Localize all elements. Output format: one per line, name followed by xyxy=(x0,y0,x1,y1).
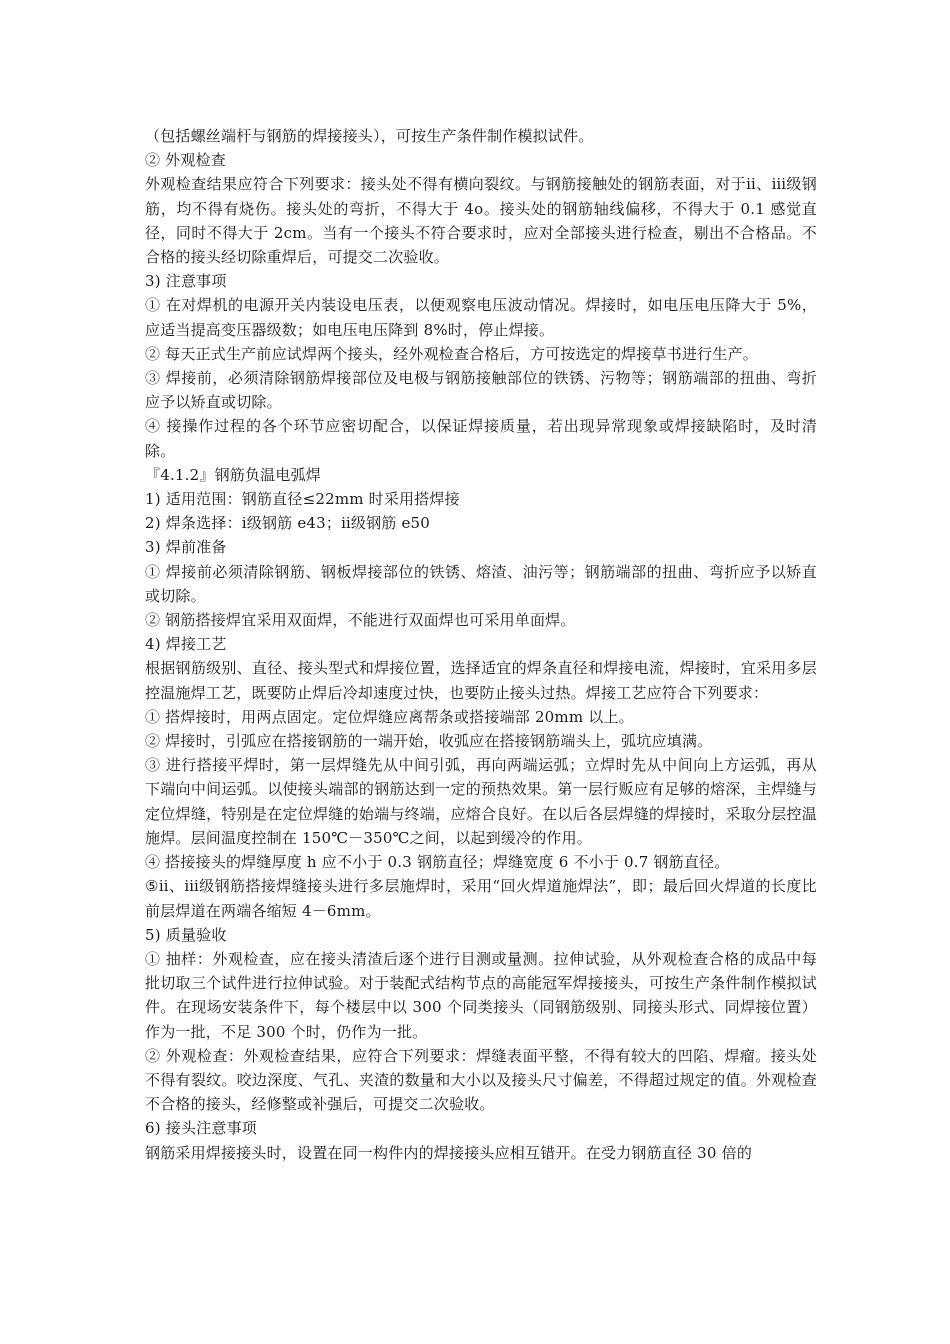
paragraph-precaution-coordination: ④ 接操作过程的各个环节应密切配合，以保证焊接质量，若出现异常现象或焊接缺陷时，及时清除。 xyxy=(145,417,817,460)
heading-pre-weld-preparation: 3) 焊前准备 xyxy=(145,538,227,557)
paragraph-process-arc-start: ② 焊接时，引弧应在搭接钢筋的一端开始，收弧应在搭接钢筋端头上，弧坑应填满。 xyxy=(145,732,713,751)
paragraph-process-two-point-fixing: ① 搭焊接时，用两点固定。定位焊缝应离帮条或搭接端部 20mm 以上。 xyxy=(145,707,634,726)
paragraph-process-temper-bead: ⑤ⅱ、ⅲ级钢筋搭接焊缝接头进行多层施焊时，采用“回火焊道施焊法”，即；最后回火焊道的长度比前层焊道在两端各缩短 4－6mm。 xyxy=(145,877,817,920)
document-body xyxy=(145,124,817,1165)
heading-joint-precautions: 6) 接头注意事项 xyxy=(145,1119,257,1138)
heading-precautions: 3) 注意事项 xyxy=(145,272,227,291)
paragraph-visual-inspection-requirements: 外观检查结果应符合下列要求：接头处不得有横向裂纹。与钢筋接触处的钢筋表面，对于ⅱ、ⅲ级钢筋，均不得有烧伤。接头处的弯折，不得大于 4o。接头处的钢筋轴线偏移，不得大于 0.1 感觉直径，同时不得大于 2cm。当有一个接头不符合要求时，应对全部接头进行检查，剔出不合格品。不合格的接头经切除重焊后，可提交二次验收。 xyxy=(145,175,817,267)
section-title-negative-temperature-arc-welding: 『4.1.2』钢筋负温电弧焊 xyxy=(145,465,321,484)
paragraph-process-lap-flat-welding: ③ 进行搭接平焊时，第一层焊缝先从中间引弧，再向两端运弧；立焊时先从中间向上方运弧，再从下端向中间运弧。以使接头端部的钢筋达到一定的预热效果。第一层行贩应有足够的熔深，主焊缝与定位焊缝，特别是在定位焊缝的始端与终端，应熔合良好。在以后各层焊缝的焊接时，采取分层控温施焊。层间温度控制在 150℃－350℃之间，以起到缓冷的作用。 xyxy=(145,756,817,847)
paragraph-joint-staggering: 钢筋采用焊接接头时，设置在同一构件内的焊接接头应相互错开。在受力钢筋直径 30 倍的 xyxy=(145,1143,753,1162)
paragraph-simulated-specimen: （包括螺丝端杆与钢筋的焊接接头），可按生产条件制作模拟试件。 xyxy=(145,127,594,145)
paragraph-welding-process-intro: 根据钢筋级别、直径、接头型式和焊接位置，选择适宜的焊条直径和焊接电流，焊接时，宜采用多层控温施焊工艺，既要防止焊后冷却速度过快，也要防止接头过热。焊接工艺应符合下列要求： xyxy=(145,659,817,702)
paragraph-prep-double-sided-weld: ② 钢筋搭接焊宜采用双面焊，不能进行双面焊也可采用单面焊。 xyxy=(145,611,576,630)
paragraph-process-weld-thickness: ④ 搭接接头的焊缝厚度 h 应不小于 0.3 钢筋直径；焊缝宽度 6 不小于 0.7 钢筋直径。 xyxy=(145,853,730,872)
heading-welding-process: 4) 焊接工艺 xyxy=(145,635,227,654)
paragraph-precaution-voltmeter: ① 在对焊机的电源开关内装设电压表，以便观察电压波动情况。焊接时，如电压电压降大于 5%，应适当提高变压器级数；如电压电压降到 8%时，停止焊接。 xyxy=(145,296,817,339)
heading-visual-inspection: ② 外观检查 xyxy=(145,151,226,170)
paragraph-electrode-selection: 2) 焊条选择：ⅰ级钢筋 e43；ⅱ级钢筋 e50 xyxy=(145,514,431,533)
paragraph-precaution-trial-weld: ② 每天正式生产前应试焊两个接头，经外观检查合格后，方可按选定的焊接草书进行生产。 xyxy=(145,344,758,363)
heading-quality-acceptance: 5) 质量验收 xyxy=(145,925,227,944)
paragraph-prep-cleaning: ① 焊接前必须清除钢筋、钢板焊接部位的铁锈、熔渣、油污等；钢筋端部的扭曲、弯折应予以矫直或切除。 xyxy=(145,562,817,605)
paragraph-scope: 1) 适用范围：钢筋直径≤22mm 时采用搭焊接 xyxy=(145,490,460,509)
paragraph-precaution-cleaning: ③ 焊接前，必须清除钢筋焊接部位及电极与钢筋接触部位的铁锈、污物等；钢筋端部的扭曲、弯折应予以矫直或切除。 xyxy=(145,369,817,412)
paragraph-acceptance-sampling: ① 抽样：外观检查，应在接头清渣后逐个进行目测或量测。拉伸试验，从外观检查合格的成品中每批切取三个试件进行拉伸试验。对于装配式结构节点的高能冠军焊接接头，可按生产条件制作模拟试件。在现场安装条件下，每个楼层中以 300 个同类接头（同钢筋级别、同接头形式、同焊接位置）作为一批，不足 300 个时，仍作为一批。 xyxy=(145,949,817,1041)
paragraph-acceptance-visual-inspection: ② 外观检查：外观检查结果，应符合下列要求：焊缝表面平整，不得有较大的凹陷、焊瘤。接头处不得有裂纹。咬边深度、气孔、夹渣的数量和大小以及接头尺寸偏差，不得超过规定的值。外观检查不合格的接头，经修整或补强后，可提交二次验收。 xyxy=(145,1046,817,1114)
